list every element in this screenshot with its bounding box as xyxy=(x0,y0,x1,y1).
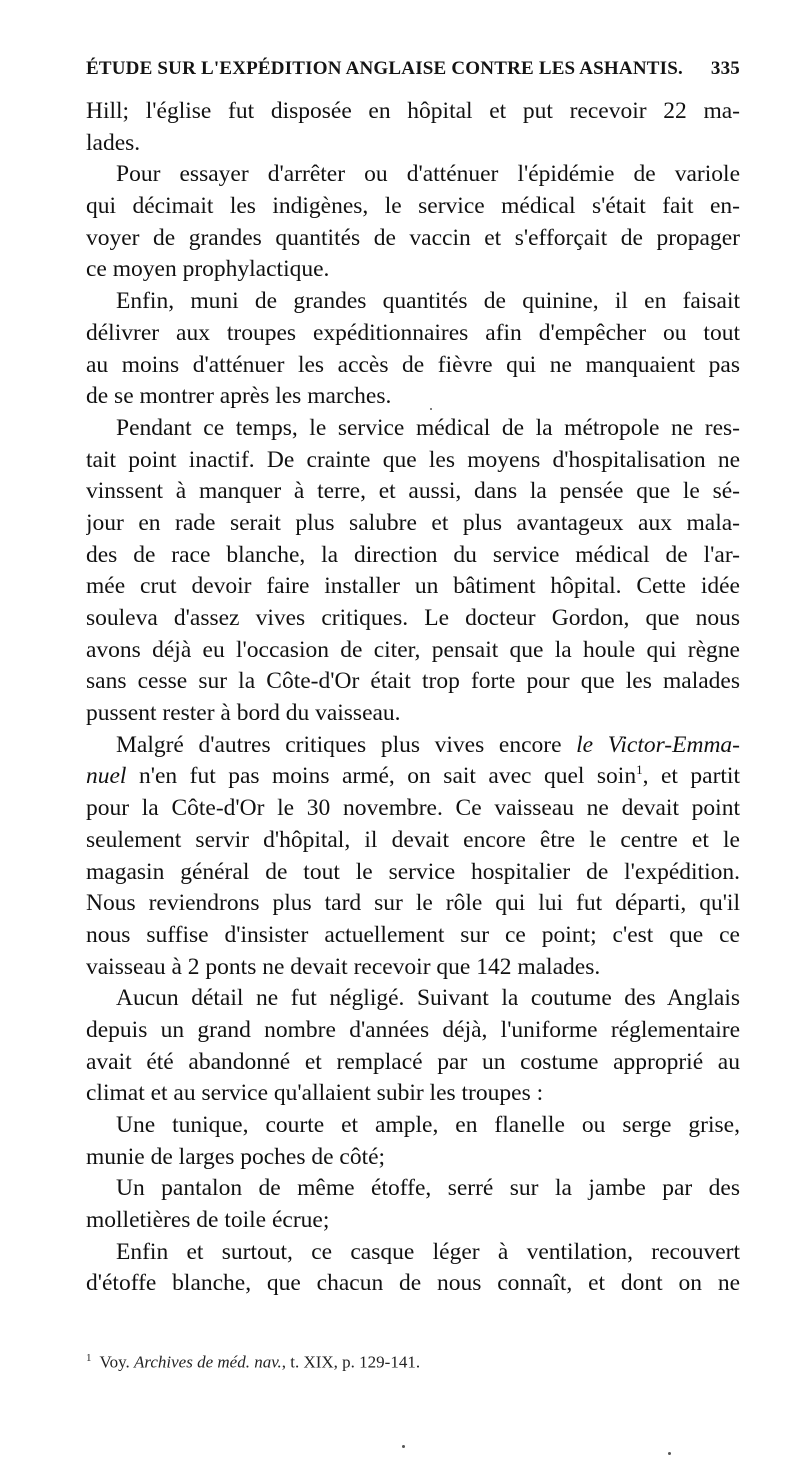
text-line: Pour essayer d'arrêter ou d'atténuer l'épidémie de variole xyxy=(116,161,740,188)
text-run: , et partit xyxy=(642,763,740,790)
running-header xyxy=(86,58,740,88)
text-line: Un pantalon de même étoffe, serré sur la jambe par des xyxy=(116,1175,740,1202)
ship-name-italic: le Victor-Emma- xyxy=(576,731,740,758)
text-line: jour en rade serait plus salubre et plus avantageux aux mala- xyxy=(86,509,740,536)
text-line: depuis un grand nombre d'années déjà, l'uniforme réglementaire xyxy=(86,1016,740,1043)
text-line: Enfin et surtout, ce casque léger à ventilation, recouvert xyxy=(116,1238,740,1265)
text-line: vinssent à manquer à terre, et aussi, dans la pensée que le sé- xyxy=(86,478,740,505)
text-line: qui décimait les indigènes, le service médical s'était fait en- xyxy=(86,193,740,220)
text-line: Une tunique, courte et ample, en flanelle ou serge grise, xyxy=(116,1112,740,1138)
text-line: des de race blanche, la direction du service médical de l'ar- xyxy=(86,541,740,568)
text-line: voyer de grandes quantités de vaccin et s'efforçait de propager xyxy=(86,224,740,251)
text-line: nous suffise d'insister actuellement sur ce point; c'est que ce xyxy=(86,921,740,948)
scan-speck xyxy=(402,1445,405,1448)
text-line xyxy=(86,761,740,793)
text-line: molletières de toile écrue; xyxy=(86,1207,330,1234)
text-line: seulement servir d'hôpital, il devait encore être le centre et le xyxy=(86,826,740,853)
text-line: lades. xyxy=(86,129,141,156)
text-line: souleva d'assez vives critiques. Le docteur Gordon, que nous xyxy=(86,605,740,631)
text-line: Enfin, muni de grandes quantités de quinine, il en faisait xyxy=(116,288,740,315)
scan-speck xyxy=(430,408,432,410)
text-line: Aucun détail ne fut négligé. Suivant la coutume des Anglais xyxy=(116,985,740,1012)
text-line: Hill; l'église fut disposée en hôpital et put recevoir 22 ma- xyxy=(86,98,740,124)
text-line: avons déjà eu l'occasion de citer, pensait que la houle qui règne xyxy=(86,636,740,663)
body-text xyxy=(86,96,740,1300)
text-line: climat et au service qu'allaient subir les troupes : xyxy=(86,1080,544,1107)
text-line: au moins d'atténuer les accès de fièvre qui ne manquaient pas xyxy=(86,351,740,378)
text-line: munie de larges poches de côté; xyxy=(86,1143,386,1170)
text-line: pour la Côte-d'Or le 30 novembre. Ce vaisseau ne devait point xyxy=(86,795,740,822)
scan-speck xyxy=(668,1452,671,1455)
page-number: 335 xyxy=(710,58,740,79)
footnote-marker: 1 xyxy=(86,1352,92,1364)
text-line: sans cesse sur la Côte-d'Or était trop forte pour que les malades xyxy=(86,668,740,695)
text-line: mée crut devoir faire installer un bâtiment hôpital. Cette idée xyxy=(86,573,740,600)
text-line: Nous reviendrons plus tard sur le rôle qui lui fut départi, qu'il xyxy=(86,890,740,917)
footnote-suffix: , t. XIX, p. 129-141. xyxy=(281,1352,421,1372)
footnote xyxy=(86,1352,740,1373)
footnote-reference: 1 xyxy=(636,762,643,778)
footnote-prefix: Voy. xyxy=(99,1352,134,1372)
text-line: magasin général de tout le service hospitalier de l'expédition. xyxy=(86,858,740,885)
text-run: Malgré d'autres critiques plus vives encore xyxy=(116,731,577,758)
text-line: vaisseau à 2 ponts ne devait recevoir que 142 malades. xyxy=(86,953,601,980)
text-line: d'étoffe blanche, que chacun de nous connaît, et dont on ne xyxy=(86,1270,740,1297)
text-line xyxy=(86,730,740,762)
footnote-journal-title: Archives de méd. nav. xyxy=(133,1352,282,1372)
text-line: de se montrer après les marches. xyxy=(86,383,392,410)
text-line: tait point inactif. De crainte que les moyens d'hospitalisation ne xyxy=(86,446,740,473)
text-line: pussent rester à bord du vaisseau. xyxy=(86,700,401,727)
text-line: ce moyen prophylactique. xyxy=(86,256,330,283)
text-run: n'en fut pas moins armé, on sait avec quel soin xyxy=(126,763,637,790)
running-title: ÉTUDE SUR L'EXPÉDITION ANGLAISE CONTRE LES ASHANTIS. xyxy=(86,58,683,79)
ship-name-italic: nuel xyxy=(86,763,127,790)
text-line: avait été abandonné et remplacé par un costume approprié au xyxy=(86,1048,740,1075)
text-line: Pendant ce temps, le service médical de la métropole ne res- xyxy=(116,414,740,441)
text-line: délivrer aux troupes expéditionnaires afin d'empêcher ou tout xyxy=(86,319,740,346)
